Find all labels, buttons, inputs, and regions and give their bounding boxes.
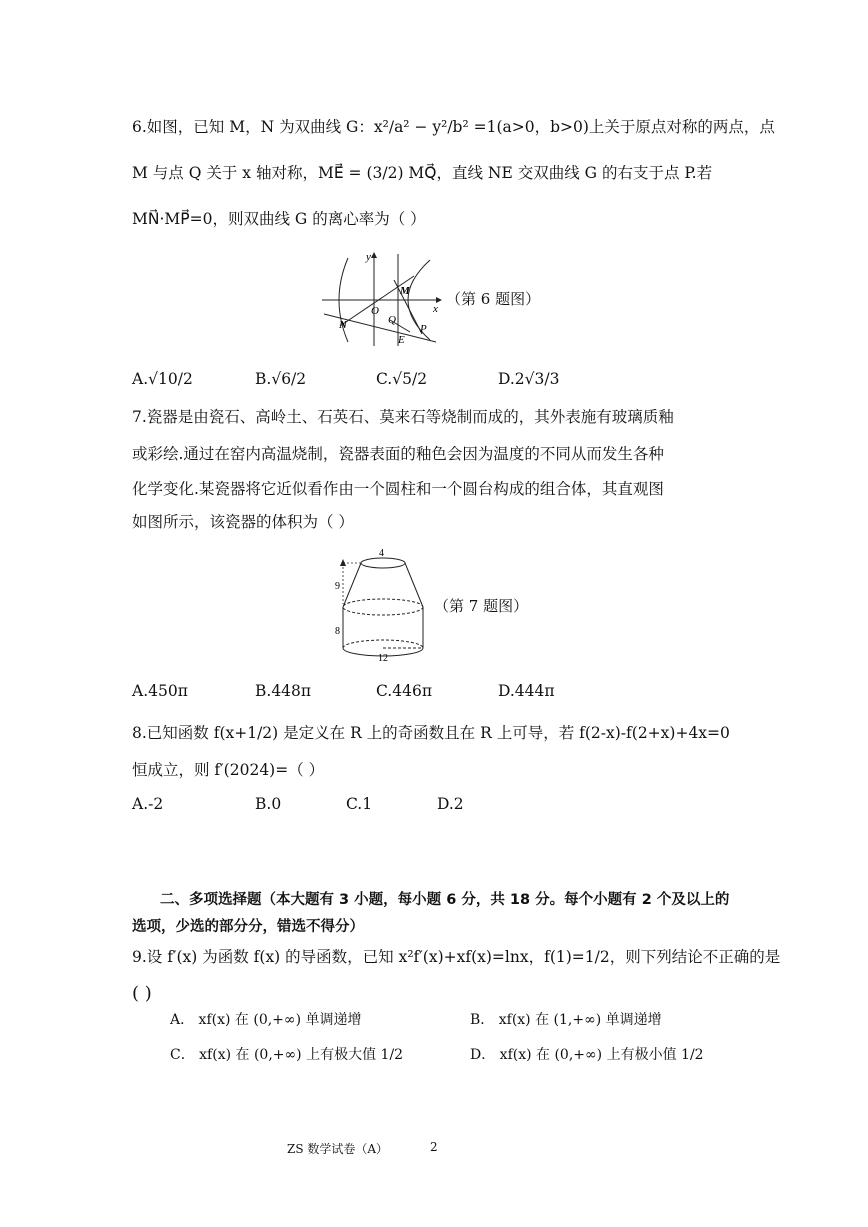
q6-option-d: D.2√3/3 (498, 370, 560, 388)
q8-option-d: D.2 (437, 795, 464, 813)
q9-line-1: 9.设 f′(x) 为函数 f(x) 的导函数，已知 x²f′(x)+xf(x)=lnx，f(1)=1/2，则下列结论不正确的是 (132, 948, 781, 966)
q9-option-b: B． xf(x) 在 (1,+∞) 单调递增 (470, 1012, 662, 1028)
q6-line-1: 6.如图，已知 M，N 为双曲线 G：x²/a² − y²/b² =1(a>0，b>0)上关于原点对称的两点，点 (132, 118, 775, 136)
label-p: P (420, 323, 427, 335)
q7-option-b: B.448π (255, 682, 312, 700)
label-n: N (339, 319, 347, 331)
q7-figure-caption: （第 7 题图） (434, 597, 529, 615)
q9-paren: ( ) (132, 983, 152, 1004)
label-q: Q (388, 314, 396, 326)
label-top-diameter: 4 (379, 548, 384, 559)
section-2-heading-line-1: 二、多项选择题（本大题有 3 小题，每小题 6 分，共 18 分。每个小题有 2 个及以上的 (160, 892, 730, 908)
q7-option-d: D.444π (498, 682, 555, 700)
height-arrow-icon (340, 559, 346, 566)
q6-figure-caption: （第 6 题图） (446, 290, 541, 308)
line-mn (340, 276, 414, 326)
q7-option-a: A.450π (132, 682, 188, 700)
label-m: M (400, 285, 410, 297)
cylinder-bottom-back (343, 640, 423, 648)
q7-vessel-figure (330, 544, 430, 669)
q9-option-d: D． xf(x) 在 (0,+∞) 上有极小值 1/2 (470, 1047, 704, 1063)
q8-option-c: C.1 (346, 795, 373, 813)
label-cylinder-height: 8 (335, 626, 340, 637)
label-y: y (366, 251, 371, 263)
q8-option-b: B.0 (255, 795, 282, 813)
q7-line-2: 或彩绘.通过在窑内高温烧制，瓷器表面的釉色会因为温度的不同从而发生各种 (132, 445, 664, 463)
frustum-top-ellipse (361, 558, 405, 568)
y-axis-arrow (371, 252, 377, 258)
section-2-heading-line-2: 选项，少选的部分分，错选不得分） (132, 919, 364, 935)
q8-line-1: 8.已知函数 f(x+1/2) 是定义在 R 上的奇函数且在 R 上可导，若 f(2-x)-f(2+x)+4x=0 (132, 724, 730, 742)
q7-line-1: 7.瓷器是由瓷石、高岭土、石英石、莫来石等烧制而成的，其外表施有玻璃质釉 (132, 408, 674, 426)
label-x: x (433, 303, 438, 315)
q8-line-2: 恒成立，则 f′(2024)=（ ） (132, 761, 325, 779)
page-number: 2 (430, 1140, 438, 1154)
q9-option-a: A． xf(x) 在 (0,+∞) 单调递增 (170, 1012, 362, 1028)
q8-option-a: A.-2 (132, 795, 164, 813)
q9-option-c: C． xf(x) 在 (0,+∞) 上有极大值 1/2 (170, 1047, 404, 1063)
q6-line-3: MN⃗·MP⃗=0，则双曲线 G 的离心率为（ ） (132, 210, 426, 228)
label-o: O (371, 305, 379, 317)
q6-line-2: M 与点 Q 关于 x 轴对称，ME⃗ = (3/2) MQ⃗，直线 NE 交双曲线 G 的右支于点 P.若 (132, 164, 713, 182)
q6-hyperbola-figure (318, 250, 443, 350)
cylinder-top-ellipse (343, 599, 423, 615)
q7-line-3: 化学变化.某瓷器将它近似看作由一个圆柱和一个圆台构成的组合体，其直观图 (132, 480, 664, 498)
label-bottom-diameter: 12 (378, 653, 388, 664)
q7-option-c: C.446π (376, 682, 433, 700)
label-frustum-height: 9 (335, 581, 340, 592)
footer-label: ZS 数学试卷（A） (287, 1142, 389, 1156)
q6-option-c: C.√5/2 (376, 370, 428, 388)
q6-option-a: A.√10/2 (132, 370, 193, 388)
label-e: E (398, 334, 405, 346)
q6-option-b: B.√6/2 (255, 370, 307, 388)
q7-line-4: 如图所示，该瓷器的体积为（ ） (132, 513, 354, 531)
